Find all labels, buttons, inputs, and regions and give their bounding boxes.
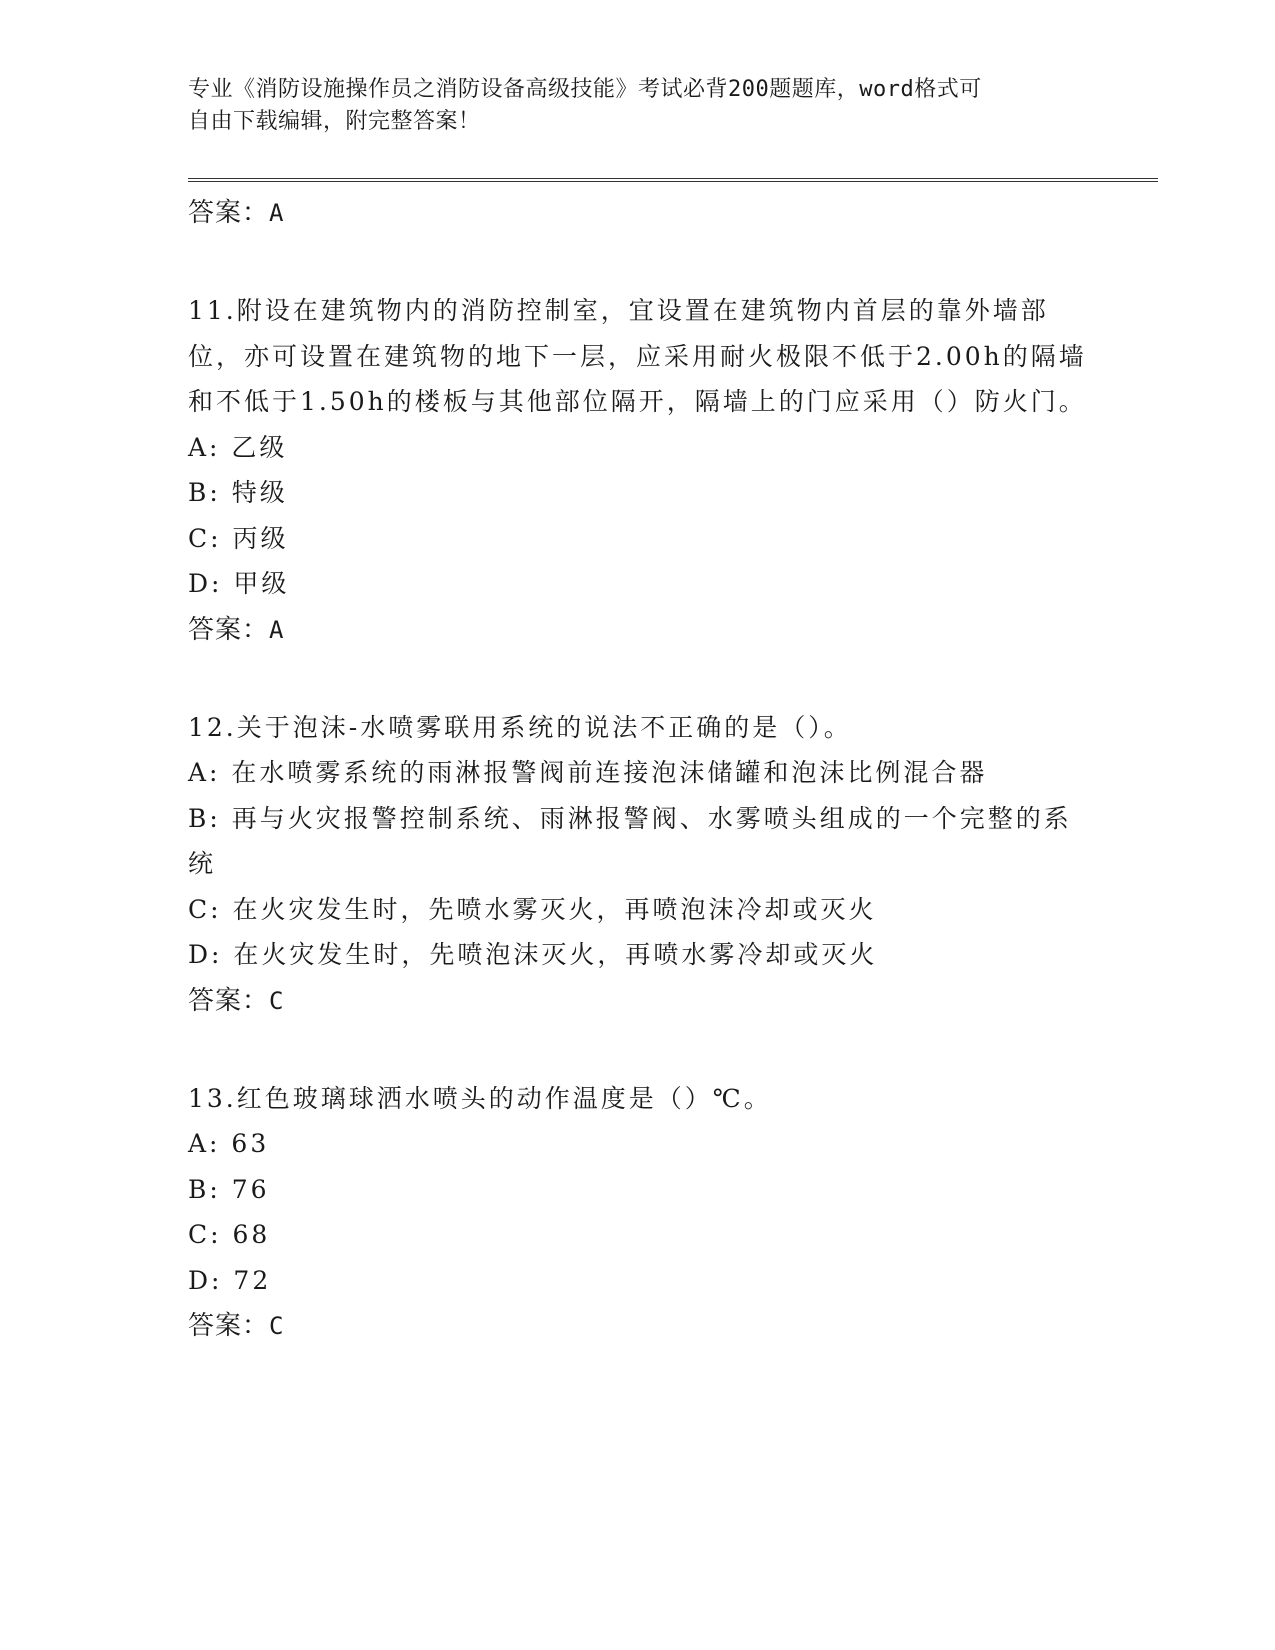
answer-line (188, 194, 1088, 232)
question-stem: 13.红色玻璃球洒水喷头的动作温度是（）℃。 (188, 1083, 772, 1113)
question-11 (188, 288, 1088, 649)
answer-line (188, 982, 1088, 1020)
question-stem: 12.关于泡沫-水喷雾联用系统的说法不正确的是（）。 (188, 712, 852, 742)
answer-value: A (269, 199, 285, 227)
answer-line (188, 1307, 1088, 1345)
option-a: A: 63 (188, 1129, 270, 1158)
answer-value: C (269, 1312, 285, 1340)
answer-label: 答案： (188, 1311, 270, 1341)
answer-value: C (269, 986, 285, 1015)
question-13 (188, 1076, 1088, 1346)
option-c: C: 68 (188, 1220, 271, 1249)
page-header (188, 74, 1088, 138)
option-d: D: 甲级 (188, 569, 290, 598)
question-12 (188, 705, 1088, 1020)
option-b: B: 再与火灾报警控制系统、雨淋报警阀、水雾喷头组成的一个完整的系统 (188, 803, 1072, 878)
option-c: C: 丙级 (188, 523, 289, 553)
option-b: B: 特级 (188, 478, 288, 507)
option-d: D: 在火灾发生时，先喷泡沫灭火，再喷水雾冷却或灭火 (188, 940, 878, 969)
answer-value: A (269, 615, 285, 644)
question-stem: 11.附设在建筑物内的消防控制室，宜设置在建筑物内首层的靠外墙部位，亦可设置在建筑物的地下一层，应采用耐火极限不低于2.00h的隔墙和不低于1.50h的楼板与其他部位隔开，隔墙上的门应采用（）防火门。 (188, 296, 1087, 416)
question-list (188, 190, 1088, 1349)
answer-line (188, 611, 1088, 649)
option-b: B: 76 (188, 1174, 270, 1204)
option-c: C: 在火灾发生时，先喷水雾灭火，再喷泡沫冷却或灭火 (188, 894, 877, 924)
header-line-2: 自由下载编辑，附完整答案！ (188, 109, 481, 134)
header-divider (188, 178, 1158, 182)
answer-label: 答案： (188, 614, 270, 645)
option-a: A: 在水喷雾系统的雨淋报警阀前连接泡沫储罐和泡沫比例混合器 (188, 758, 988, 787)
option-a: A: 乙级 (188, 432, 288, 462)
option-d: D: 72 (188, 1265, 272, 1295)
answer-label: 答案： (188, 985, 270, 1016)
answer-label: 答案： (188, 198, 270, 228)
header-line-1: 专业《消防设施操作员之消防设备高级技能》考试必背200题题库，word格式可 (188, 77, 982, 102)
